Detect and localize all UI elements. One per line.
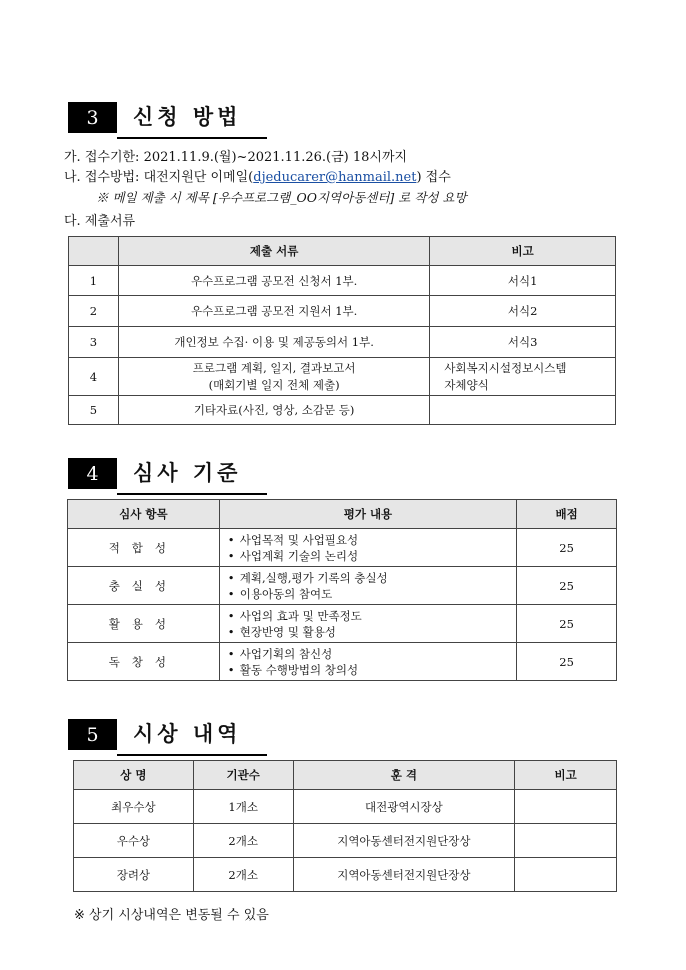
table-header-row — [69, 237, 616, 266]
documents-line: 다. 제출서류 — [64, 214, 136, 229]
table-row — [74, 790, 617, 824]
table-row — [69, 296, 616, 327]
row-number: 3 — [69, 327, 119, 358]
document-note-line2: 자체양식 — [444, 377, 489, 392]
criteria-content — [219, 567, 516, 605]
header-cell: 배점 — [517, 500, 617, 529]
criteria-content — [219, 643, 516, 681]
row-number: 4 — [69, 358, 119, 396]
award-honor: 지역아동센터전지원단장상 — [293, 824, 515, 858]
criteria-score: 25 — [517, 529, 617, 567]
criteria-item: 활용성 — [68, 605, 220, 643]
criteria-bullet: • 현장반영 및 활용성 — [240, 624, 510, 640]
table-header-row — [68, 500, 617, 529]
award-count: 2개소 — [193, 858, 293, 892]
award-note — [515, 824, 617, 858]
criteria-bullet: • 이용아동의 참여도 — [240, 586, 510, 602]
table-row — [74, 858, 617, 892]
header-cell: 평가 내용 — [219, 500, 516, 529]
header-cell: 훈 격 — [293, 761, 515, 790]
table-row — [69, 266, 616, 296]
document-name-line2: (매회기별 일지 전체 제출) — [208, 377, 340, 392]
email-link[interactable]: djeducarer@hanmail.net — [253, 170, 417, 185]
award-note — [515, 858, 617, 892]
criteria-content — [219, 605, 516, 643]
award-count: 2개소 — [193, 824, 293, 858]
document-note: 서식1 — [430, 266, 616, 296]
method-prefix: 나. 접수방법: 대전지원단 이메일( — [64, 170, 254, 185]
header-cell: 제출 서류 — [118, 237, 429, 266]
criteria-bullet: • 사업의 효과 및 만족정도 — [240, 608, 510, 624]
header-cell: 비고 — [430, 237, 616, 266]
criteria-bullet: • 사업기획의 참신성 — [240, 646, 510, 662]
award-honor: 지역아동센터전지원단장상 — [293, 858, 515, 892]
award-count: 1개소 — [193, 790, 293, 824]
table-row — [68, 643, 617, 681]
row-number: 1 — [69, 266, 119, 296]
document-name: 우수프로그램 공모전 지원서 1부. — [118, 296, 429, 327]
criteria-bullet: • 활동 수행방법의 창의성 — [240, 662, 510, 678]
criteria-bullet: • 사업목적 및 사업필요성 — [240, 532, 510, 548]
table-row — [68, 529, 617, 567]
header-cell: 기관수 — [193, 761, 293, 790]
document-note: 서식2 — [430, 296, 616, 327]
section-number: 3 — [68, 102, 117, 133]
row-number: 2 — [69, 296, 119, 327]
row-number: 5 — [69, 396, 119, 425]
table-header-row — [74, 761, 617, 790]
document-name: 우수프로그램 공모전 신청서 1부. — [118, 266, 429, 296]
document-note: 서식3 — [430, 327, 616, 358]
documents-table — [68, 236, 616, 425]
table-row — [69, 396, 616, 425]
award-honor: 대전광역시장상 — [293, 790, 515, 824]
criteria-item: 적합성 — [68, 529, 220, 567]
award-note — [515, 790, 617, 824]
document-name: 기타자료(사진, 영상, 소감문 등) — [118, 396, 429, 425]
awards-footnote: ※ 상기 시상내역은 변동될 수 있음 — [74, 908, 269, 923]
table-row — [69, 358, 616, 396]
criteria-score: 25 — [517, 605, 617, 643]
section-title: 신청 방법 — [133, 101, 255, 133]
document-note — [430, 358, 616, 396]
header-cell: 비고 — [515, 761, 617, 790]
header-cell: 심사 항목 — [68, 500, 220, 529]
document-note-line1: 사회복지시설정보시스템 — [444, 360, 567, 375]
section-5-heading — [68, 718, 255, 750]
method-line — [64, 166, 451, 185]
criteria-content — [219, 529, 516, 567]
method-suffix: ) 접수 — [416, 170, 451, 185]
section-3-heading — [68, 101, 255, 133]
header-cell — [69, 237, 119, 266]
deadline-line: 가. 접수기한: 2021.11.9.(월)~2021.11.26.(금) 18시까지 — [64, 150, 408, 165]
award-name: 장려상 — [74, 858, 194, 892]
email-subject-note: ※ 메일 제출 시 제목 [우수프로그램_OO지역아동센터] 로 작성 요망 — [96, 190, 467, 205]
criteria-bullet: • 계획,실행,평가 기록의 충실성 — [240, 570, 510, 586]
award-name: 우수상 — [74, 824, 194, 858]
section-number: 4 — [68, 458, 117, 489]
table-row — [68, 567, 617, 605]
criteria-table — [67, 499, 617, 681]
section-4-heading — [68, 457, 255, 489]
criteria-score: 25 — [517, 643, 617, 681]
header-cell: 상 명 — [74, 761, 194, 790]
document-name-line1: 프로그램 계획, 일지, 결과보고서 — [192, 360, 356, 375]
document-note — [430, 396, 616, 425]
table-row — [74, 824, 617, 858]
section-number: 5 — [68, 719, 117, 750]
document-name — [118, 358, 429, 396]
criteria-bullet: • 사업계획 기술의 논리성 — [240, 548, 510, 564]
criteria-score: 25 — [517, 567, 617, 605]
criteria-item: 독창성 — [68, 643, 220, 681]
table-row — [69, 327, 616, 358]
awards-table — [73, 760, 617, 892]
section-title: 시상 내역 — [133, 718, 255, 750]
section-title: 심사 기준 — [133, 457, 255, 489]
award-name: 최우수상 — [74, 790, 194, 824]
table-row — [68, 605, 617, 643]
criteria-item: 충실성 — [68, 567, 220, 605]
document-name: 개인정보 수집· 이용 및 제공동의서 1부. — [118, 327, 429, 358]
